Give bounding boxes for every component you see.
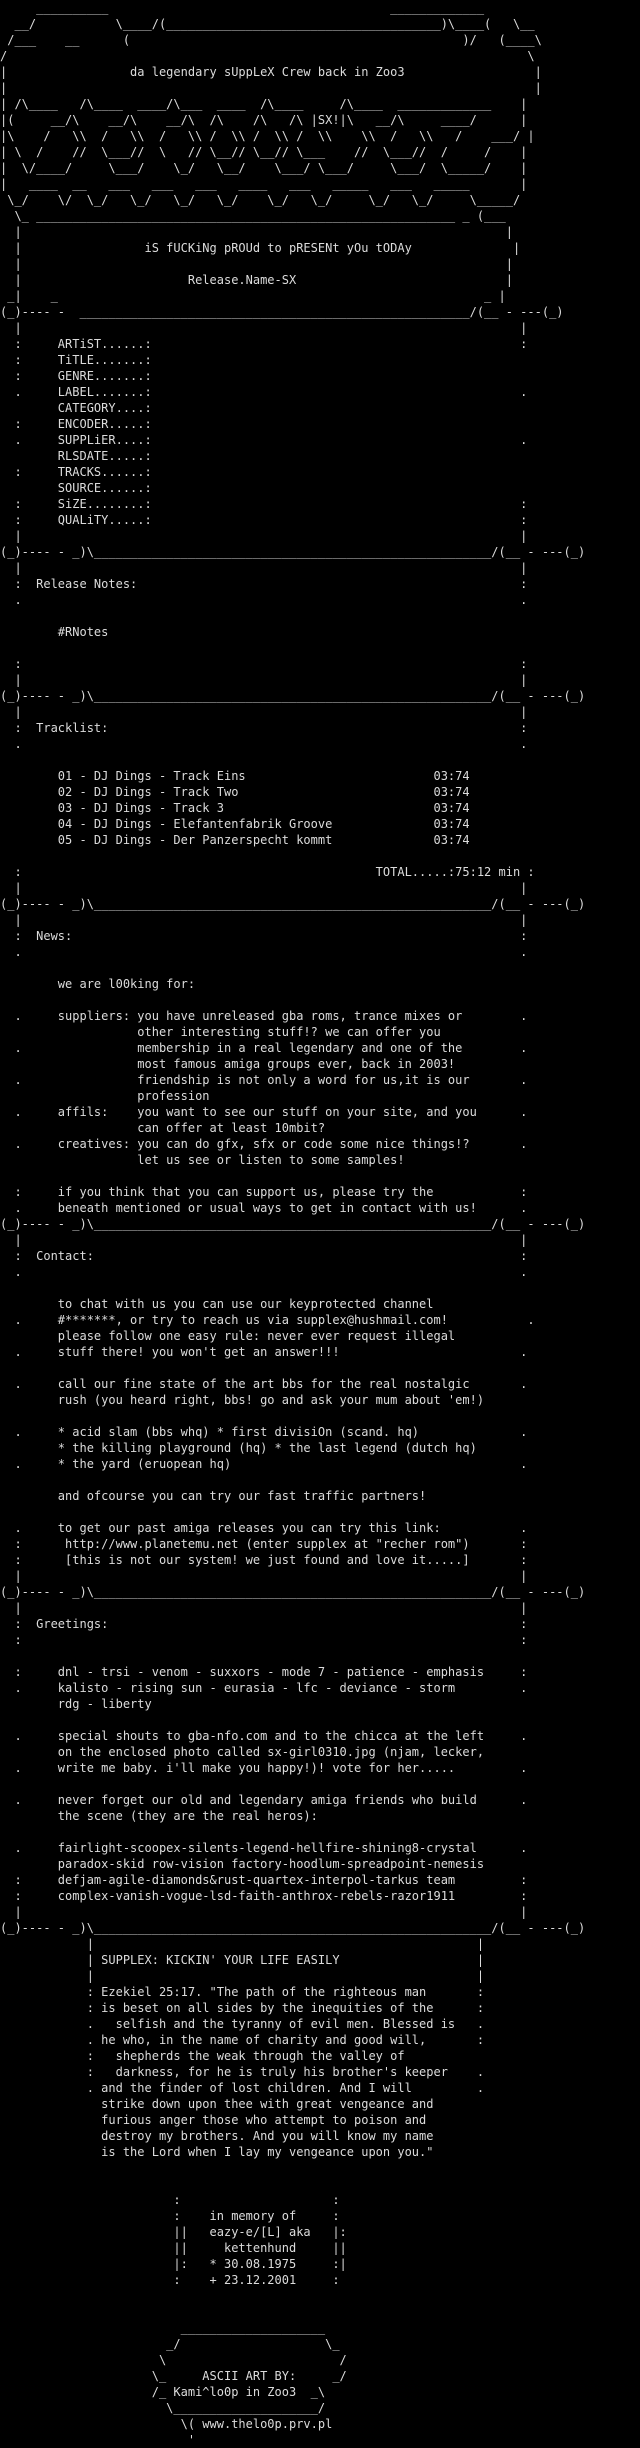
nfo-line: : : [0, 2193, 340, 2207]
nfo-line: . . [0, 737, 528, 751]
nfo-line: : GENRE.......: [0, 369, 152, 383]
nfo-line: CATEGORY....: [0, 401, 152, 415]
nfo-line: 02 - DJ Dings - Track Two 03:74 [0, 785, 470, 799]
nfo-line: is the Lord when I lay my vengeance upon you." [0, 2145, 434, 2159]
nfo-line: | | [0, 81, 542, 95]
nfo-line: . friendship is not only a word for us,it is our . [0, 1073, 528, 1087]
nfo-line: furious anger those who attempt to poison and [0, 2113, 427, 2127]
nfo-line: SOURCE......: [0, 481, 152, 495]
nfo-line [0, 848, 640, 864]
nfo-line [0, 2288, 640, 2304]
nfo-line: |: * 30.08.1975 :| [0, 2257, 347, 2271]
nfo-line [0, 1168, 640, 1184]
nfo-line: RLSDATE.....: [0, 449, 152, 463]
nfo-line: (_)---- - _)\_______________________________________________________/(__ - ---(_) [0, 545, 586, 559]
nfo-line: . #*******, or try to reach us via supplex@hushmail.com! . [0, 1313, 535, 1327]
nfo-line [0, 960, 640, 976]
nfo-line: : if you think that you can support us, please try the : [0, 1185, 528, 1199]
nfo-line: _/ \_ [0, 2337, 340, 2351]
nfo-line: : QUALiTY.....: : [0, 513, 528, 527]
nfo-line [0, 608, 640, 624]
nfo-line: * the killing playground (hq) * the last legend (dutch hq) [0, 1441, 477, 1455]
nfo-line: |( __/\ __/\ __/\ /\ /\ /\ |SX!|\ __/\ ____/ | [0, 113, 528, 127]
nfo-line: . write me baby. i'll make you happy!)! vote for her..... . [0, 1761, 528, 1775]
nfo-line [0, 640, 640, 656]
nfo-line: | Release.Name-SX | [0, 273, 513, 287]
nfo-line: |\ / \\ / \\ / \\ / \\ / \\ / \\ \\ / \\ / ___/ | [0, 129, 535, 143]
nfo-line: \_ ASCII ART BY: _/ [0, 2369, 347, 2383]
nfo-line: . * acid slam (bbs whq) * first divisiOn (scand. hq) . [0, 1425, 528, 1439]
nfo-line [0, 992, 640, 1008]
nfo-line: rush (you heard right, bbs! go and ask your mum about 'em!) [0, 1393, 485, 1407]
nfo-line: paradox-skid row-vision factory-hoodlum-spreadpoint-nemesis [0, 1857, 485, 1871]
nfo-line [0, 1408, 640, 1424]
nfo-line: | | [0, 321, 528, 335]
nfo-line: | ____ __ ___ ___ ___ ____ ___ _____ ___ _____ | [0, 177, 528, 191]
nfo-line: /___ __ ( )/ (____\ [0, 33, 542, 47]
nfo-line: : http://www.planetemu.net (enter supplex at "recher rom") : [0, 1537, 528, 1551]
nfo-line: \( www.thelo0p.prv.pl [0, 2417, 333, 2431]
nfo-line [0, 2304, 640, 2320]
nfo-line: : : [0, 657, 528, 671]
nfo-line: _| _ _ | [0, 289, 506, 303]
nfo-line: 01 - DJ Dings - Track Eins 03:74 [0, 769, 470, 783]
nfo-line: : ENCODER.....: [0, 417, 152, 431]
nfo-line: please follow one easy rule: never ever request illegal [0, 1329, 456, 1343]
nfo-line: can offer at least 10mbit? [0, 1121, 326, 1135]
nfo-line: | \ / // \___// \ // \__// \__// \___ // \___// / / | [0, 145, 528, 159]
nfo-line [0, 1504, 640, 1520]
nfo-line: \_ __________________________________________________________ _ (___ [0, 209, 506, 223]
nfo-line: . creatives: you can do gfx, sfx or code some nice things!? . [0, 1137, 528, 1151]
nfo-line [0, 752, 640, 768]
nfo-line: | \/____/ \___/ \_/ \__/ \___/ \___/ \___/ \_____/ | [0, 161, 528, 175]
nfo-line: . . [0, 1265, 528, 1279]
nfo-line: . and the finder of lost children. And I will . [0, 2081, 485, 2095]
nfo-line: \_/ \/ \_/ \_/ \_/ \_/ \_/ \_/ \_/ \_/ \_____/ [0, 193, 521, 207]
nfo-line: on the enclosed photo called sx-girl0310.jpg (njam, lecker, [0, 1745, 485, 1759]
nfo-line: (_)---- - _)\_______________________________________________________/(__ - ---(_) [0, 1921, 586, 1935]
nfo-line [0, 1776, 640, 1792]
nfo-line [0, 2176, 640, 2192]
nfo-line: 05 - DJ Dings - Der Panzerspecht kommt 03:74 [0, 833, 470, 847]
nfo-line: . to get our past amiga releases you can try this link: . [0, 1521, 528, 1535]
nfo-line: | iS fUCKiNg pROUd to pRESENt yOu tODAy | [0, 241, 521, 255]
nfo-line: . call our fine state of the art bbs for the real nostalgic . [0, 1377, 528, 1391]
nfo-line: /_ Kami^lo0p in Zoo3 _\ [0, 2385, 326, 2399]
nfo-line: : TiTLE.......: [0, 353, 152, 367]
nfo-line: : Greetings: : [0, 1617, 528, 1631]
nfo-line: and ofcourse you can try our fast traffic partners! [0, 1489, 427, 1503]
nfo-line: \ / [0, 2353, 347, 2367]
nfo-line: / \ [0, 49, 535, 63]
nfo-line: | /\____ /\____ ____/\___ ____ /\____ /\____ _____________ | [0, 97, 528, 111]
nfo-line: let us see or listen to some samples! [0, 1153, 405, 1167]
nfo-line: . . [0, 945, 528, 959]
nfo-line [0, 1824, 640, 1840]
nfo-line: | | [0, 1969, 485, 1983]
nfo-line: : + 23.12.2001 : [0, 2273, 340, 2287]
nfo-line: strike down upon thee with great vengeance and [0, 2097, 434, 2111]
nfo-line [0, 1648, 640, 1664]
nfo-line: | | [0, 1601, 528, 1615]
nfo-line: most famous amiga groups ever, back in 2003! [0, 1057, 456, 1071]
nfo-line: \____________________/ [0, 2401, 326, 2415]
nfo-line: : TOTAL.....:75:12 min : [0, 865, 535, 879]
nfo-line: . special shouts to gba-nfo.com and to the chicca at the left . [0, 1729, 528, 1743]
nfo-line: #RNotes [0, 625, 109, 639]
nfo-line: : : [0, 1633, 528, 1647]
nfo-line: . selfish and the tyranny of evil men. Blessed is . [0, 2017, 485, 2031]
nfo-line: destroy my brothers. And you will know my name [0, 2129, 434, 2143]
nfo-line: || kettenhund || [0, 2241, 347, 2255]
nfo-line: | | [0, 257, 513, 271]
nfo-line: (_)---- - _)\_______________________________________________________/(__ - ---(_) [0, 1217, 586, 1231]
nfo-line: : Contact: : [0, 1249, 528, 1263]
nfo-line: : complex-vanish-vogue-lsd-faith-anthrox-rebels-razor1911 : [0, 1889, 528, 1903]
nfo-line: : defjam-agile-diamonds&rust-quartex-interpol-tarkus team : [0, 1873, 528, 1887]
nfo-line: . fairlight-scoopex-silents-legend-hellfire-shining8-crystal . [0, 1841, 528, 1855]
nfo-line: rdg - liberty [0, 1697, 152, 1711]
nfo-line: . LABEL.......: . [0, 385, 528, 399]
nfo-line: | SUPPLEX: KICKIN' YOUR LIFE EASILY | [0, 1953, 485, 1967]
nfo-line: : [this is not our system! we just found and love it.....] : [0, 1553, 528, 1567]
nfo-line: . stuff there! you won't get an answer!!! . [0, 1345, 528, 1359]
nfo-line: : SiZE........: : [0, 497, 528, 511]
nfo-line [0, 1472, 640, 1488]
nfo-line: | | [0, 1569, 528, 1583]
nfo-line: . kalisto - rising sun - eurasia - lfc - deviance - storm . [0, 1681, 528, 1695]
nfo-line: : dnl - trsi - venom - suxxors - mode 7 - patience - emphasis : [0, 1665, 528, 1679]
nfo-line: ____________________ [0, 2321, 326, 2335]
nfo-line: | | [0, 225, 513, 239]
nfo-line: (_)---- - _)\_______________________________________________________/(__ - ---(_) [0, 897, 586, 911]
nfo-line: . membership in a real legendary and one of the . [0, 1041, 528, 1055]
nfo-line: | | [0, 1905, 528, 1919]
nfo-line: | | [0, 705, 528, 719]
nfo-line: the scene (they are the real heros): [0, 1809, 318, 1823]
nfo-line: : Release Notes: : [0, 577, 528, 591]
nfo-line: | | [0, 561, 528, 575]
nfo-line: ' [0, 2433, 196, 2447]
nfo-line: __________ _____________ [0, 1, 485, 15]
nfo-line: : ARTiST......: : [0, 337, 528, 351]
nfo-line: 03 - DJ Dings - Track 3 03:74 [0, 801, 470, 815]
nfo-line: we are l00king for: [0, 977, 196, 991]
nfo-line: (_)---- - _)\_______________________________________________________/(__ - ---(_) [0, 689, 586, 703]
nfo-line: : darkness, for he is truly his brother's keeper . [0, 2065, 485, 2079]
nfo-line: : News: : [0, 929, 528, 943]
nfo-line [0, 1280, 640, 1296]
nfo-line: profession [0, 1089, 210, 1103]
nfo-line: other interesting stuff!? we can offer you [0, 1025, 441, 1039]
nfo-line [0, 1712, 640, 1728]
nfo-line: | | [0, 1233, 528, 1247]
nfo-line: . . [0, 593, 528, 607]
nfo-line: . he who, in the name of charity and good will, : [0, 2033, 485, 2047]
nfo-line: . SUPPLiER....: . [0, 433, 528, 447]
nfo-line [0, 1360, 640, 1376]
nfo-line: . * the yard (eruopean hq) . [0, 1457, 528, 1471]
nfo-line: | | [0, 913, 528, 927]
nfo-line: . never forget our old and legendary amiga friends who build . [0, 1793, 528, 1807]
nfo-line: || eazy-e/[L] aka |: [0, 2225, 347, 2239]
nfo-line: | | [0, 529, 528, 543]
nfo-line: . beneath mentioned or usual ways to get in contact with us! . [0, 1201, 528, 1215]
nfo-line: : Ezekiel 25:17. "The path of the righteous man : [0, 1985, 485, 1999]
nfo-line: (_)---- - _)\_______________________________________________________/(__ - ---(_) [0, 1585, 586, 1599]
nfo-line: : shepherds the weak through the valley of [0, 2049, 405, 2063]
nfo-line: : in memory of : [0, 2209, 340, 2223]
nfo-line: __/ \____/(______________________________________)\____( \__ [0, 17, 535, 31]
nfo-line: | | [0, 673, 528, 687]
nfo-line: : Tracklist: : [0, 721, 528, 735]
nfo-line: . suppliers: you have unreleased gba roms, trance mixes or . [0, 1009, 528, 1023]
nfo-line: 04 - DJ Dings - Elefantenfabrik Groove 03:74 [0, 817, 470, 831]
nfo-line: : is beset on all sides by the inequities of the : [0, 2001, 485, 2015]
nfo-line: to chat with us you can use our keyprotected channel [0, 1297, 434, 1311]
nfo-line [0, 2160, 640, 2176]
nfo-line: | da legendary sUppLeX Crew back in Zoo3 | [0, 65, 542, 79]
nfo-line: | | [0, 881, 528, 895]
nfo-line: : TRACKS......: [0, 465, 152, 479]
nfo-line: (_)---- - ______________________________________________________/(__ - ---(_) [0, 305, 564, 319]
nfo-line: | | [0, 1937, 485, 1951]
nfo-line: . affils: you want to see our stuff on your site, and you . [0, 1105, 528, 1119]
